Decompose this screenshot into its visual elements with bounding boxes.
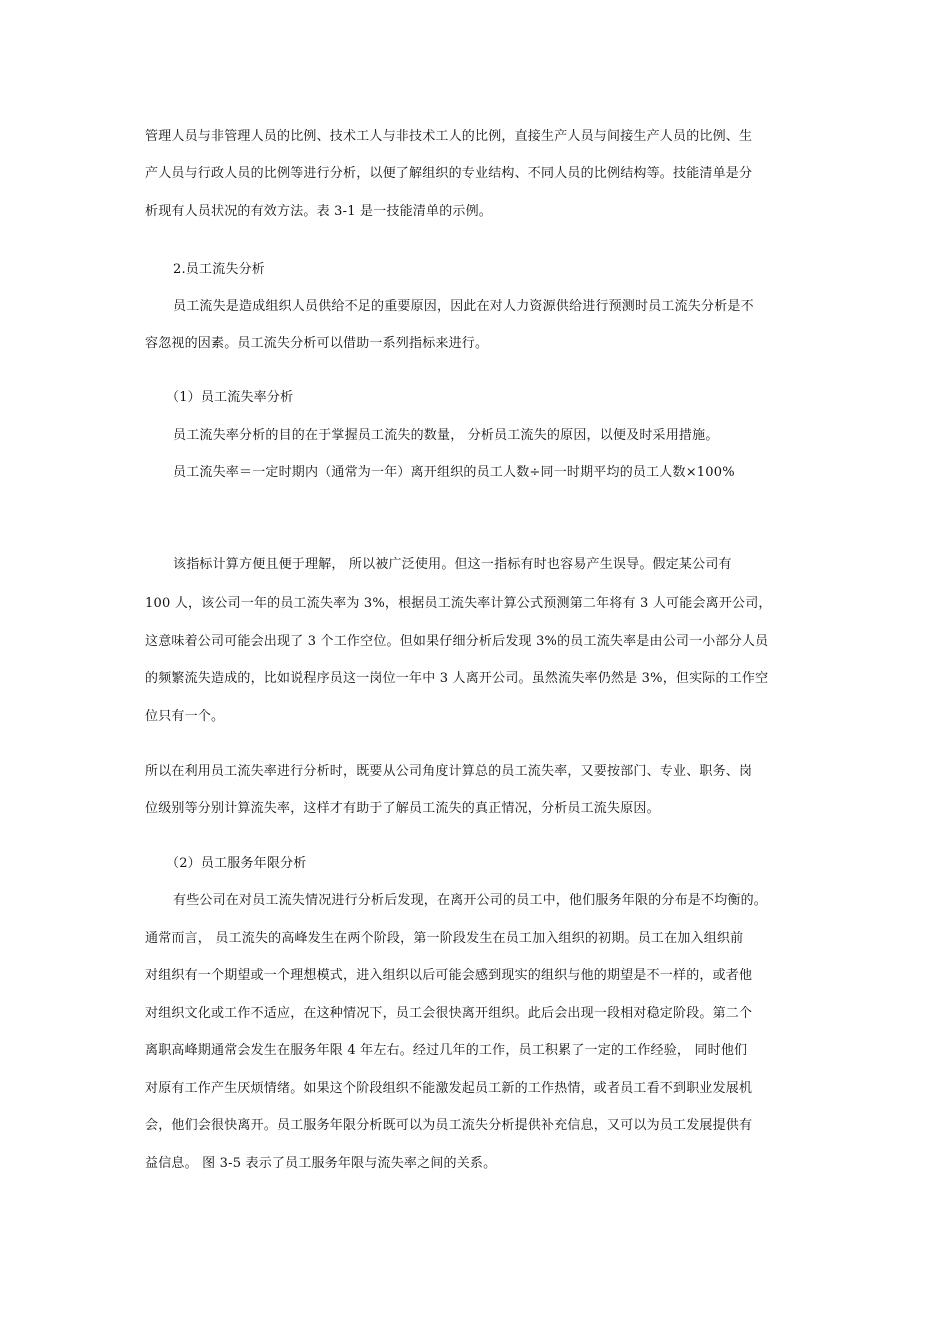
paragraph-line: 益信息。 图 3-5 表示了员工服务年限与流失率之间的关系。 <box>145 1156 497 1171</box>
paragraph-line: 容忽视的因素。员工流失分析可以借助一系列指标来进行。 <box>145 336 489 351</box>
paragraph-line: 析现有人员状况的有效方法。表 3-1 是一技能清单的示例。 <box>145 204 492 219</box>
paragraph-line: 位级别等分别计算流失率，这样才有助于了解员工流失的真正情况，分析员工流失原因。 <box>145 801 660 816</box>
paragraph-line: 位只有一个。 <box>145 709 225 724</box>
paragraph-line: 员工流失是造成组织人员供给不足的重要原因，因此在对人力资源供给进行预测时员工流失分析是不 <box>173 299 754 314</box>
paragraph-line: 会，他们会很快离开。员工服务年限分析既可以为员工流失分析提供补充信息，又可以为员工发展提供有 <box>145 1118 753 1133</box>
paragraph-line: 管理人员与非管理人员的比例、技术工人与非技术工人的比例，直接生产人员与间接生产人员的比例、生 <box>145 129 753 144</box>
paragraph-line: 通常而言， 员工流失的高峰发生在两个阶段，第一阶段发生在员工加入组织的初期。员工在加入组织前 <box>145 931 744 946</box>
subsection-heading: （2）员工服务年限分析 <box>166 856 307 871</box>
paragraph-line: 的频繁流失造成的，比如说程序员这一岗位一年中 3 人离开公司。虽然流失率仍然是 3%，但实际的工作空 <box>145 671 769 686</box>
paragraph-line: 产人员与行政人员的比例等进行分析，以便了解组织的专业结构、不同人员的比例结构等。技能清单是分 <box>145 166 753 181</box>
paragraph-line: 对原有工作产生厌烦情绪。如果这个阶段组织不能激发起员工新的工作热情，或者员工看不到职业发展机 <box>145 1081 753 1096</box>
paragraph-line: 100 人，该公司一年的员工流失率为 3%，根据员工流失率计算公式预测第二年将有 3 人可能会离开公司， <box>145 596 772 611</box>
paragraph-line: 对组织有一个期望或一个理想模式，进入组织以后可能会感到现实的组织与他的期望是不一样的，或者他 <box>145 968 753 983</box>
paragraph-line: 对组织文化或工作不适应，在这种情况下，员工会很快离开组织。此后会出现一段相对稳定阶段。第二个 <box>145 1006 753 1021</box>
paragraph-line: 员工流失率分析的目的在于掌握员工流失的数量， 分析员工流失的原因，以便及时采用措施。 <box>173 428 719 443</box>
paragraph-line: 所以在利用员工流失率进行分析时，既要从公司角度计算总的员工流失率，又要按部门、专业、职务、岗 <box>145 764 753 779</box>
paragraph-line: 这意味着公司可能会出现了 3 个工作空位。但如果仔细分析后发现 3%的员工流失率是由公司一小部分人员 <box>145 634 769 649</box>
paragraph-line: 该指标计算方便且便于理解， 所以被广泛使用。但这一指标有时也容易产生误导。假定某公司有 <box>173 557 732 572</box>
section-heading: 2.员工流失分析 <box>173 262 266 277</box>
paragraph-line: 离职高峰期通常会发生在服务年限 4 年左右。经过几年的工作，员工积累了一定的工作经验， 同时他们 <box>145 1043 748 1058</box>
subsection-heading: （1）员工流失率分析 <box>166 390 294 405</box>
formula-line: 员工流失率＝一定时期内（通常为一年）离开组织的员工人数÷同一时期平均的员工人数×100% <box>173 465 735 480</box>
paragraph-line: 有些公司在对员工流失情况进行分析后发现，在离开公司的员工中，他们服务年限的分布是不均衡的。 <box>173 893 768 908</box>
